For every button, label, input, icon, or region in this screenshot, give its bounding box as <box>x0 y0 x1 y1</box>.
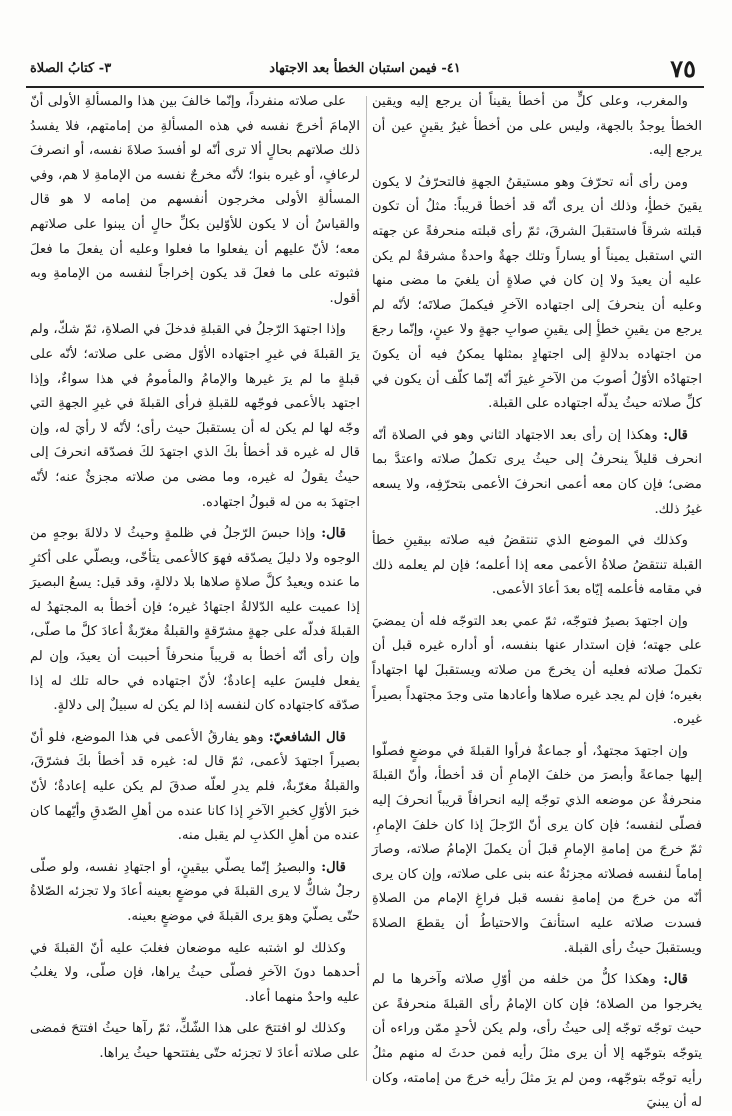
paragraph-text: وهو يفارقُ الأعمى في هذا الموضع، فلو أنّ بصيراً اجتهدَ لأعمى، ثمّ قال له: غيره قد أخطأ بكَ فشرّقَ، والقبلةُ مغرّبةٌ، فلم يدرِ لعلّه صدقَ لم يكن عليه إعادةٌ؛ لأنّ خبرَ الأوّلِ كخبرِ الآخرِ إذا كانا عنده من أهلِ الصّدقِ وأيّهما كان عنده من أهلِ الكذبِ لم يقبل منه. <box>30 729 360 844</box>
paragraph <box>372 424 702 522</box>
paragraph-text: وإذا اجتهدَ الرّجلُ في القبلةِ فدخلَ في الصلاةِ، ثمّ شكّ، ولم يرَ القبلةَ في غيرِ اجتهاده الأوّل مضى على صلاته؛ لأنّه على قبلةٍ ما لم يرَ غيرها والإمامُ والمأمومُ في هذا سواءٌ، وإذا اجتهد بالأعمى فوجّهه للقبلةِ فرأى القبلةَ في غيرِ الجهةِ التي وجّه لها لم يكن له أن يستقبلَ حيث رأى؛ لأنّه لا رأيَ له، وإن قال له غيره قد أخطأ بكَ الذي اجتهدَ لكَ فصدّقه انحرفَ إلى حيثُ يقولُ له غيره، وما مضى من صلاته مجزئٌ عنه؛ لأنّه اجتهدَ به من له قبولُ اجتهاده. <box>30 322 360 510</box>
paragraph-text: على صلاته منفرداً، وإنّما خالفَ بين هذا والمسألةِ الأولى أنّ الإمامَ أخرجَ نفسه في هذه المسألةِ من إمامتهم، فلا يفسدُ ذلك صلاتهم بحالٍ ألا ترى أنّه لو أفسدَ صلاةَ نفسه، أو انصرفَ لرعافٍ، أو غيره بنوا؛ لأنّه مخرجٌ نفسه من الإمامةِ لا هم، وفي المسألةِ الأولى مخرجون أنفسهم من إمامه لا هو قال والقياسُ أن لا يكون للأوّلين بكلِّ حالٍ أن يبنوا على صلاتهم معه؛ لأنّ عليهم أن يفعلوا ما فعلوا وعليه أن يفعلَ ما فعلَ فثبوته على ما فعلَ قد يكون إخراجاً لنفسه من الإمامةِ وبه أقول. <box>30 94 360 306</box>
paragraph <box>372 90 702 164</box>
paragraph-text: وكذلك لو افتتحَ على هذا الشّكِّ، ثمّ رآها حيثُ افتتحَ فمضى على صلاته أعادَ لا تجزئه حتّى يفتتحها حيثُ يراها. <box>30 1021 360 1061</box>
paragraph-text: ومن رأى أنه تحرّفَ وهو مستيقنُ الجهةِ فالتحرّفُ لا يكون يقينَ خطأٍ، وذلك أن يرى أنّه قد أخطأ قريباً: مثلُ أن تكون قبلته شرقاً فاستقبلَ الشرقَ، ثمّ رأى قبلته منحرفةً عن جهته التي استقبل يميناً أو يساراً وتلك جهةٌ واحدةٌ مشرقةٌ لم يكن عليه أن يعيدَ ولا إن كان في صلاةٍ أن يلغيَ ما مضى منها وعليه أن ينحرفَ إلى اجتهاده الآخرِ فيكملَ صلاتَه؛ لأنّه لم يرجع من يقينِ خطأٍ إلى يقينِ صوابِ جهةٍ ولا عينٍ، وإنّما رجعَ من اجتهاده بدلالةٍ إلى اجتهادٍ بمثلها يمكنُ فيه أن يكونَ اجتهادُه الأوّلُ أصوبَ من الآخرِ غيرَ أنّه إنّما كلّف أن يكون في كلِّ صلاته حيثُ يدلّه اجتهاده على القبلة. <box>372 174 702 412</box>
paragraph <box>30 726 360 849</box>
column-divider <box>366 96 367 1081</box>
paragraph <box>372 171 702 417</box>
paragraph-text: وإن اجتهدَ بصيرٌ فتوجّه، ثمّ عمي بعد التوجّه فله أن يمضيَ على جهته؛ فإن استدار عنها بنفسه، أو أداره غيره قبل أن تكملَ صلاته فعليه أن يخرجَ من صلاته ويستقبلَ لها اجتهاداً بغيره؛ فإن لم يجد غيره صلاها وأعادها متى وجدَ مجتهداً بصيراً غيره. <box>372 613 702 728</box>
paragraph-text: وإن اجتهدَ مجتهدٌ، أو جماعةٌ فرأوا القبلةَ في موضعٍ فصلّوا إليها جماعةً وأبصرَ من خلفَ الإمامِ أن قد أخطأ، وأنّ القبلةَ منحرفةٌ عن موضعه الذي توجّه إليه انحرافاً قريباً انحرفَ إليه فصلّى لنفسه؛ فإن كان يرى أنّ الرّجلَ إذا كان خلفَ الإمامِ، ثمّ خرجَ من إمامةِ الإمامِ قبلَ أن يكملَ الإمامُ صلاته، وصارَ إماماً لنفسه فصلاته مجزئةٌ عنه بنى على صلاته، وإن كان يرى أنّه من خرجَ من إمامةِ نفسه قبل فراغِ الإمام من الصلاةِ فسدت صلاته عليه استأنفَ والاحتياطُ أن يقطعَ الصلاةَ ويستقبلَ حيثُ رأى القبلة. <box>372 743 702 956</box>
right-column <box>372 90 702 1111</box>
paragraph <box>372 968 702 1116</box>
paragraph <box>372 740 702 961</box>
paragraph-text: وهكذا كلُّ من خلفه من أوّلِ صلاته وآخرها ما لم يخرجوا من الصلاة؛ فإن كان الإمامُ رأى القبلةَ منحرفةً عن حيث توجّه توجّه إلى حيثُ رأى، ولم يكن لأحدٍ ممّن وراءه أن يتوجّه بتوجّهه إلا أن يرى مثلَ رأيه فمن حدثَ له منهم مثلُ رأيه توجّه بتوجّهه، ومن لم يرَ مثلَ رأيه خرجَ من إمامته، وكان له أن يبنيَ <box>372 972 702 1111</box>
paragraph-lead: قال الشافعيّ: <box>268 729 346 745</box>
paragraph-text: وإذا حبسَ الرّجلُ في ظلمةٍ وحيثُ لا دلالةَ بوجهٍ من الوجوه ولا دليلَ يصدّقه فهوَ كالأعمى يتأخّى، ويصلّي على أكثرِ ما عنده ويعيدُ كلَّ صلاةٍ صلاها بلا دلالةٍ، وقد قيل: يسعُ البصيرَ إذا عميت عليه الدّلالةُ اجتهادُ غيره؛ فإن أخطأ به المجتهدُ له القبلةَ فدلّه على جهةٍ مشرّقةٍ والقبلةُ مغرّبةٌ أعادَ كلَّ ما صلّى، وإن رأى أنّه أخطأ به قريباً منحرفاً أحببت أن يعيدَ، وإن لم يفعل فليسَ عليه إعادةٌ؛ لأنّ اجتهاده في حاله تلك له إذا صدّقه كاجتهاده كان لنفسه إذا لم يكن له سبيلٌ إلى دلالةٍ. <box>30 526 360 714</box>
paragraph <box>372 529 702 603</box>
paragraph-lead: قال: <box>321 526 346 542</box>
paragraph-lead: قال: <box>321 859 346 875</box>
paragraph-lead: قال: <box>663 972 688 988</box>
running-title: ٤١- فيمن استبان الخطأ بعد الاجتهاد <box>269 61 461 76</box>
page-number: ٧٥ <box>670 54 696 83</box>
paragraph-text: وهكذا إن رأى بعد الاجتهاد الثاني وهو في الصلاة أنّه انحرف قليلاً ينحرفُ إلى حيثُ يرى تكملُ صلاته واعتدَّ بما مضى؛ فإن كان معه أعمى انحرفَ الأعمى بتحرّفِه، ولا يسعه غيرُ ذلك. <box>372 427 702 517</box>
paragraph <box>30 937 360 1011</box>
paragraph <box>372 610 702 733</box>
paragraph <box>30 856 360 930</box>
paragraph-text: وكذلك في الموضع الذي تنتقضُ فيه صلاته بيقينِ خطأ القبلة تنتقضُ صلاةُ الأعمى معه إذا أعلمه؛ فإن لم يعلمه ذلك في مقامه فأعلمه إيّاه بعدَ أعادَ الأعمى. <box>372 533 702 598</box>
paragraph <box>30 90 360 311</box>
paragraph-text: وكذلك لو اشتبه عليه موضعان فغلبَ عليه أنّ القبلةَ في أحدهما دونَ الآخرِ فصلّى حيثُ يراها، فإن صلّى، ولا يغلبُ عليه واحدٌ منهما أعاد. <box>30 940 360 1005</box>
chapter-title: ٣- كتابُ الصلاة <box>30 61 112 76</box>
paragraph <box>30 318 360 515</box>
paragraph-text: والبصيرُ إنّما يصلّي بيقينٍ، أو اجتهادِ نفسه، ولو صلّى رجلٌ شاكٌّ لا يرى القبلةَ في موضعٍ بعينه أعادَ ولا تجزئه الصّلاةُ حتّى يصلّيَ وهوَ يرى القبلةَ في موضعٍ بعينه. <box>30 859 360 924</box>
paragraph-lead: قال: <box>663 427 688 443</box>
paragraph <box>30 522 360 719</box>
left-column <box>30 90 360 1091</box>
running-header <box>26 56 704 88</box>
paragraph <box>30 1017 360 1066</box>
paragraph-text: والمغرب، وعلى كلٍّ من أخطأ يقيناً أن يرجع إليه ويقين الخطأ يوجدُ بالجهة، وليس على من أخطأ غيرُ يقينٍ عين أن يرجع إليه. <box>372 94 702 159</box>
